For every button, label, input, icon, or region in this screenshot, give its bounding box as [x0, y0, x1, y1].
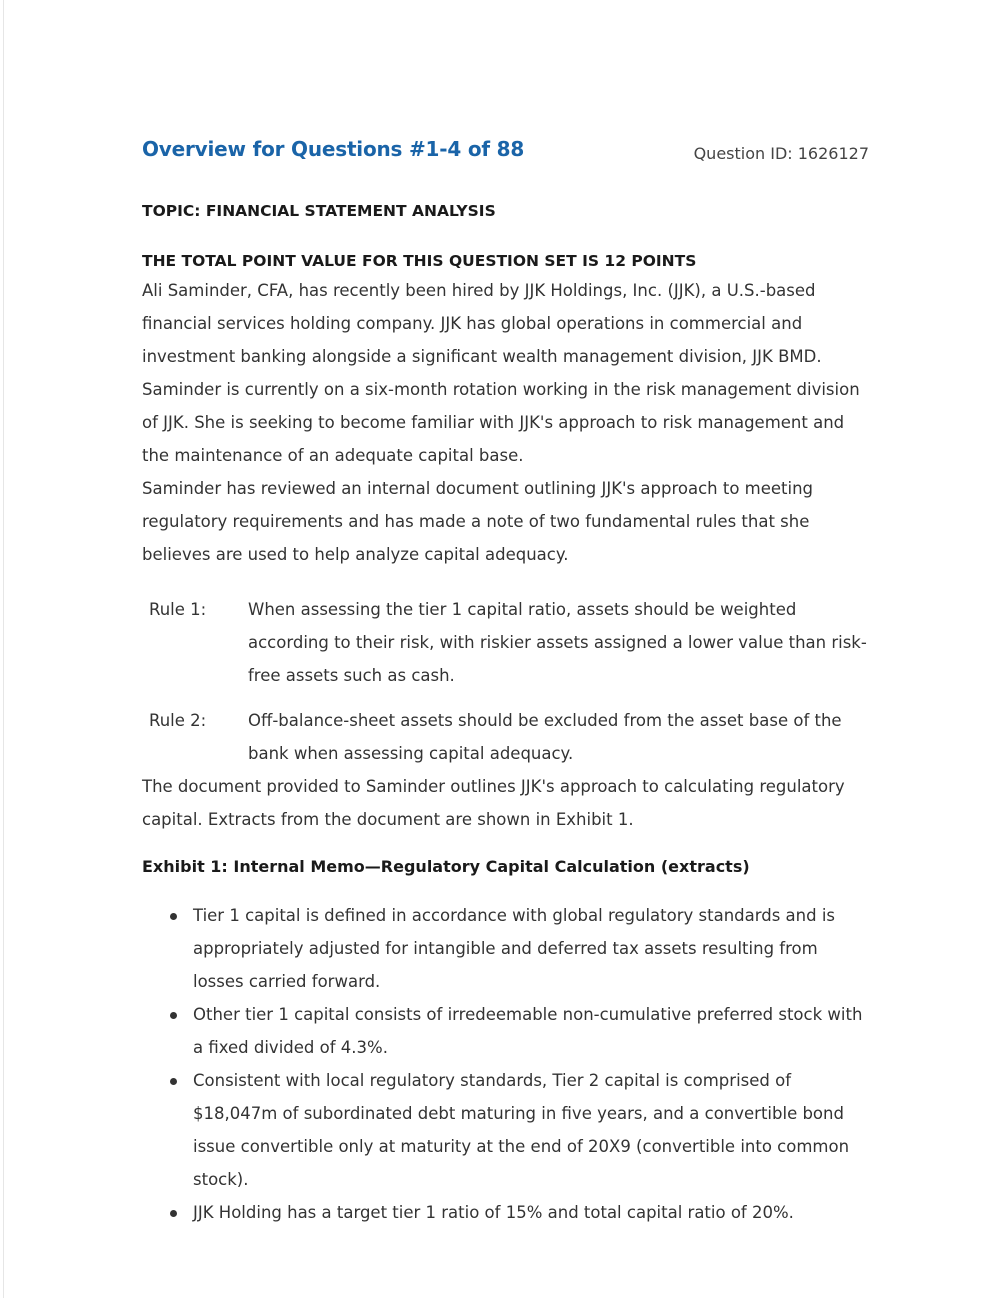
exhibit-intro-paragraph: The document provided to Saminder outlines JJK's approach to calculating regulatory capital. Extracts from the document are shown in Exhibit 1. [142, 777, 845, 829]
list-item [193, 998, 872, 1064]
exhibit-title: Exhibit 1: Internal Memo—Regulatory Capital Calculation (extracts) [142, 857, 750, 876]
list-item [193, 1064, 872, 1196]
rules-intro-paragraph: Saminder has reviewed an internal document outlining JJK's approach to meeting regulatory requirements and has made a note of two fundamental rules that she believes are used to help analyze capital adequacy. [142, 479, 814, 564]
rule-text: Off-balance-sheet assets should be excluded from the asset base of the bank when assessing capital adequacy. [248, 711, 842, 763]
rule-label: Rule 1: [149, 600, 207, 619]
bullet-icon [170, 1012, 177, 1019]
rule-item [142, 704, 872, 770]
list-item-text: Consistent with local regulatory standards, Tier 2 capital is comprised of $18,047m of subordinated debt maturing in five years, and a convertible bond issue convertible only at maturity at the end of 20X9 (convertible into common stock). [193, 1071, 850, 1189]
exhibit-bullet-list [142, 899, 872, 1229]
bullet-icon [170, 1078, 177, 1085]
question-overview [142, 134, 872, 1229]
page-title: Overview for Questions #1-4 of 88 [142, 137, 525, 161]
rule-item [142, 593, 872, 692]
header [142, 134, 872, 180]
rule-label: Rule 2: [149, 711, 207, 730]
topic-heading: TOPIC: FINANCIAL STATEMENT ANALYSIS [142, 202, 496, 220]
rules-list [142, 593, 872, 770]
list-item [193, 1196, 872, 1229]
point-value-heading: THE TOTAL POINT VALUE FOR THIS QUESTION SET IS 12 POINTS [142, 252, 697, 270]
list-item [193, 899, 872, 998]
bullet-icon [170, 1210, 177, 1217]
rule-text: When assessing the tier 1 capital ratio, assets should be weighted according to their risk, with riskier assets assigned a lower value than risk-free assets such as cash. [248, 600, 867, 685]
bullet-icon [170, 913, 177, 920]
question-id: Question ID: 1626127 [693, 144, 869, 163]
left-border [3, 0, 4, 1298]
intro-paragraph: Ali Saminder, CFA, has recently been hired by JJK Holdings, Inc. (JJK), a U.S.-based financial services holding company. JJK has global operations in commercial and investment banking alongside a significant wealth management division, JJK BMD. Saminder is currently on a six-month rotation working in the risk management division of JJK. She is seeking to become familiar with JJK's approach to risk management and the maintenance of an adequate capital base. [142, 281, 860, 465]
list-item-text: Other tier 1 capital consists of irredeemable non-cumulative preferred stock with a fixed divided of 4.3%. [193, 1005, 863, 1057]
list-item-text: JJK Holding has a target tier 1 ratio of 15% and total capital ratio of 20%. [193, 1203, 794, 1222]
list-item-text: Tier 1 capital is defined in accordance with global regulatory standards and is appropriately adjusted for intangible and deferred tax assets resulting from losses carried forward. [193, 906, 836, 991]
